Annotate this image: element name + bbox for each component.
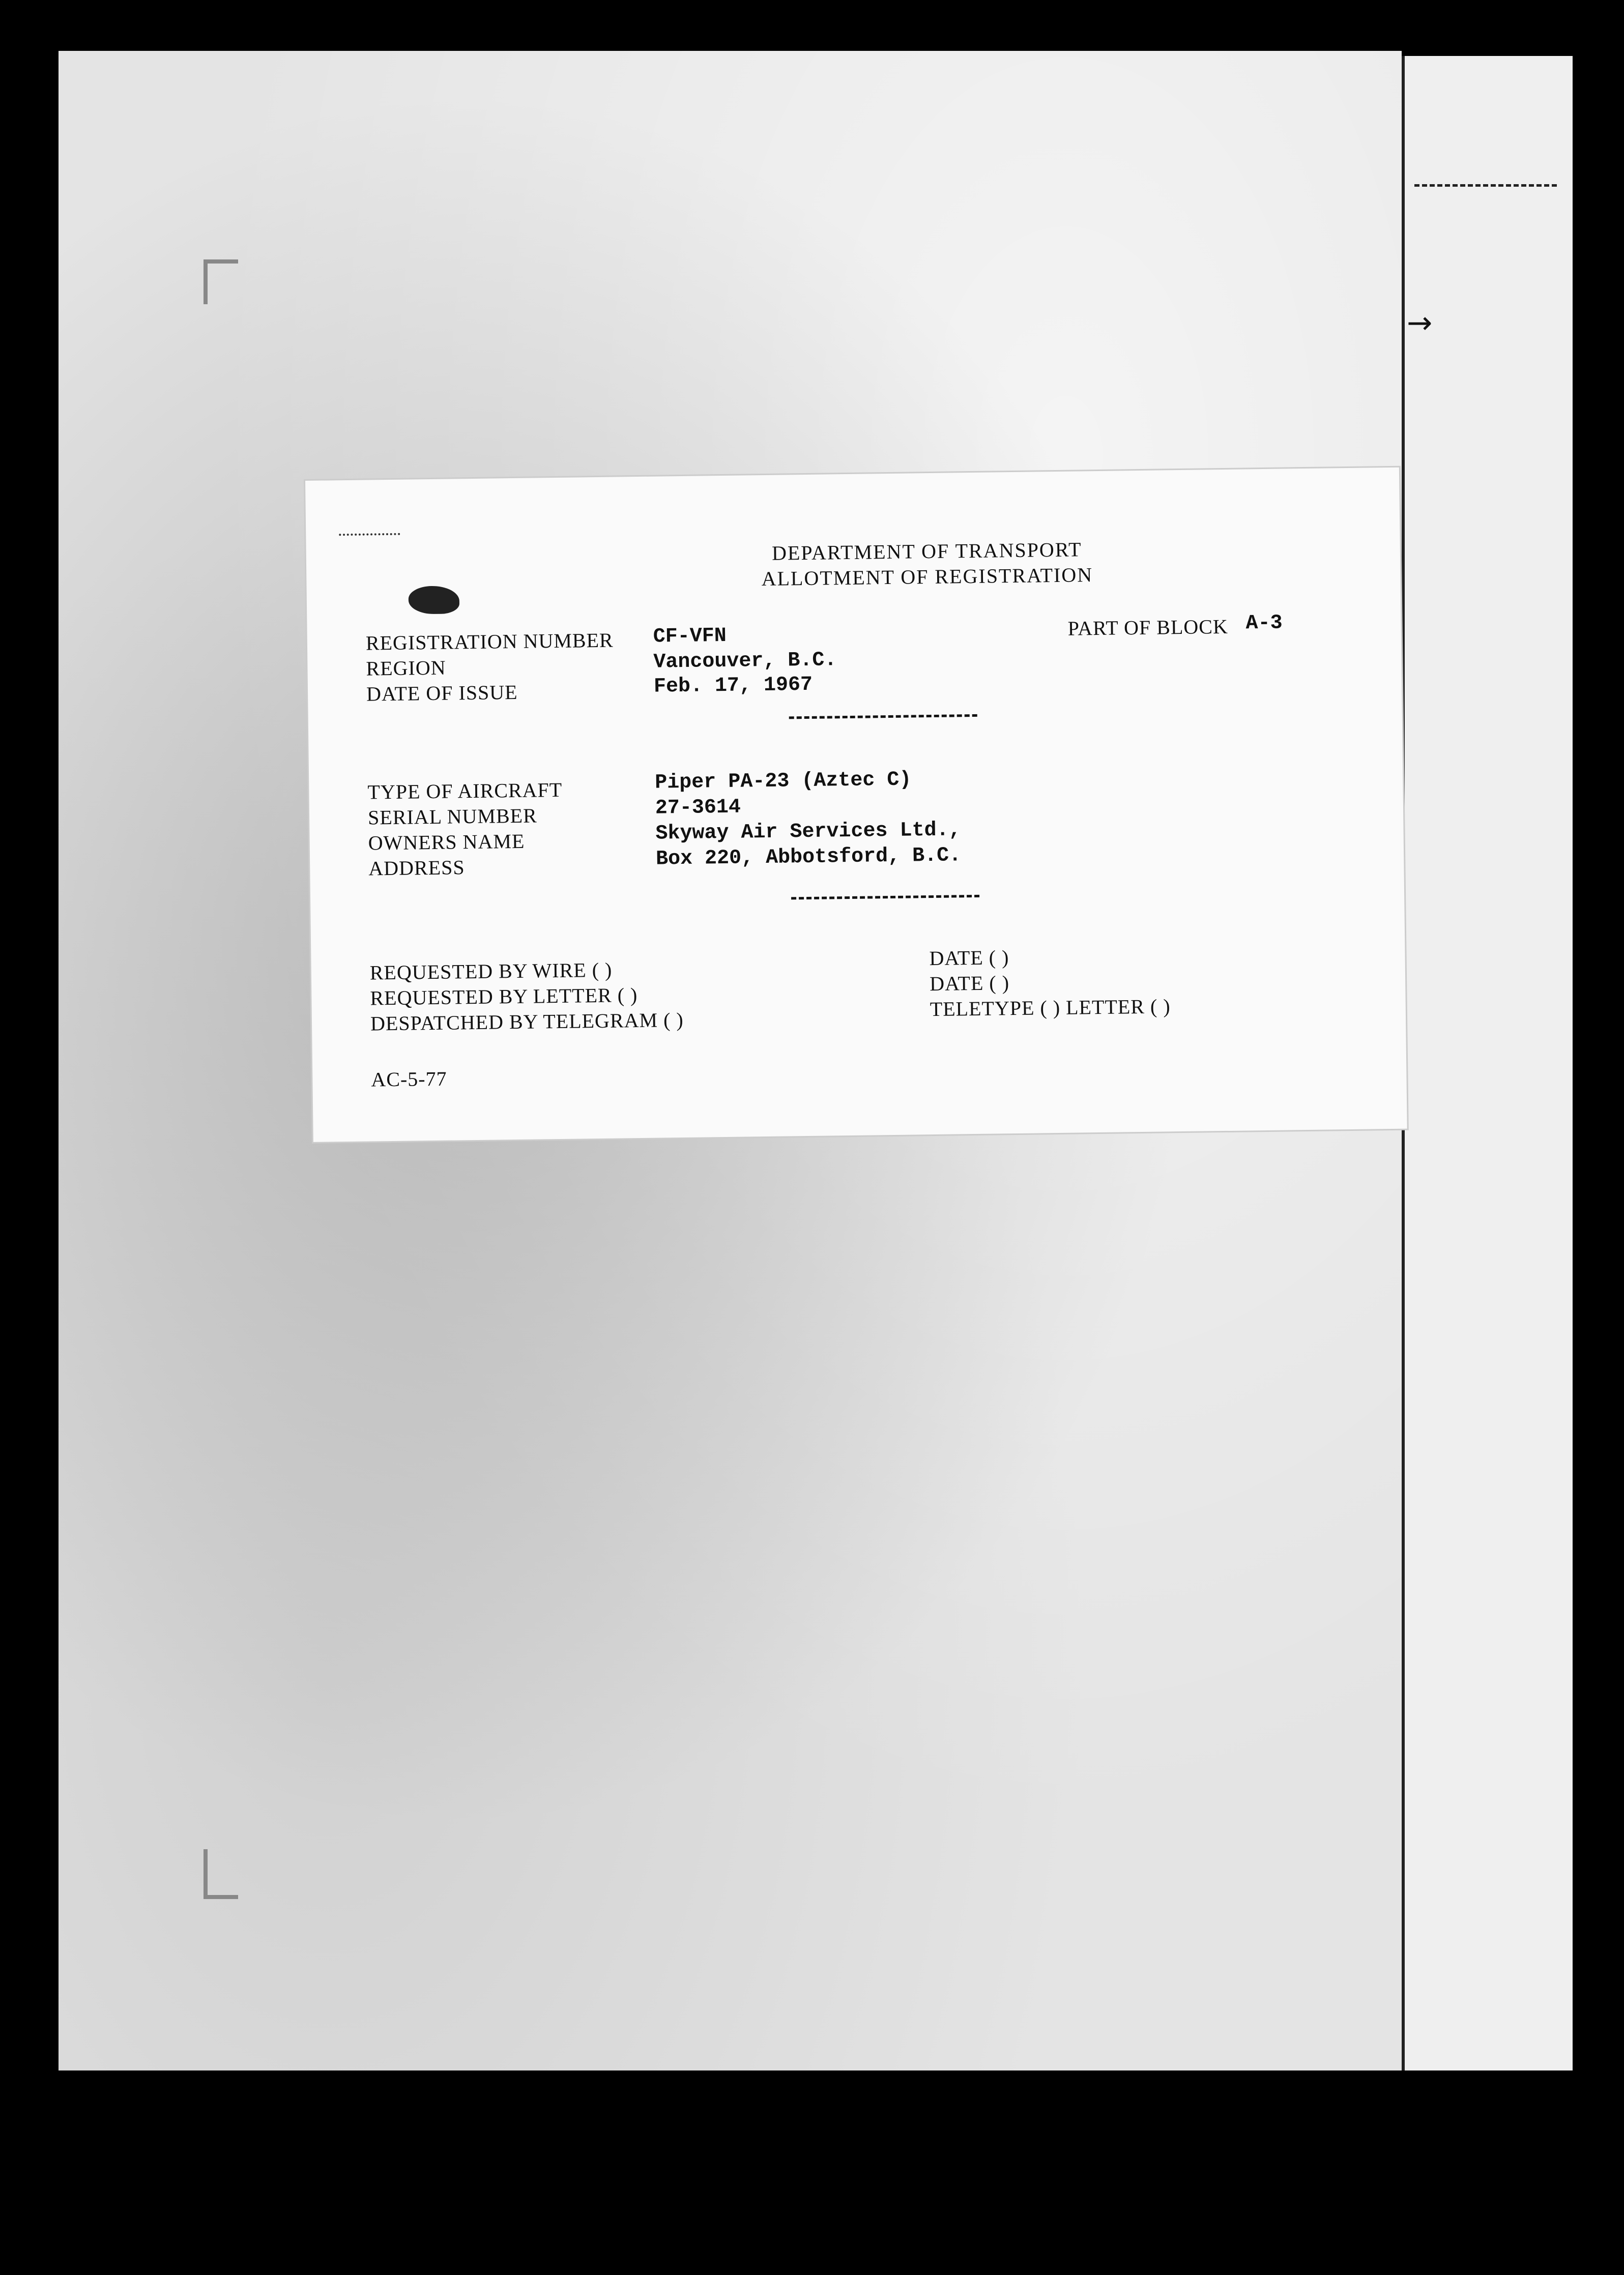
- date-of-issue-label: DATE OF ISSUE: [366, 680, 518, 706]
- date-field-2: DATE ( ): [929, 971, 1010, 996]
- crop-corner-top-icon: [204, 259, 238, 304]
- type-of-aircraft-value: Piper PA-23 (Aztec C): [655, 768, 912, 795]
- requested-by-letter: REQUESTED BY LETTER ( ): [370, 983, 638, 1010]
- date-of-issue-value: Feb. 17, 1967: [653, 673, 813, 698]
- despatched-by-telegram: DESPATCHED BY TELEGRAM ( ): [370, 1008, 684, 1035]
- card-title-department: DEPARTMENT OF TRANSPORT: [771, 538, 1082, 565]
- card-title-allotment: ALLOTMENT OF REGISTRATION: [761, 563, 1093, 591]
- date-field-1: DATE ( ): [929, 946, 1009, 970]
- part-of-block-value: A-3: [1245, 611, 1283, 635]
- region-value: Vancouver, B.C.: [653, 649, 837, 674]
- address-value: Box 220, Abbotsford, B.C.: [655, 844, 962, 871]
- back-sheet-dashed-line: [1414, 184, 1557, 187]
- registration-card: [305, 468, 1407, 1142]
- registration-number-label: REGISTRATION NUMBER: [365, 628, 614, 655]
- crop-corner-bottom-icon: [204, 1849, 238, 1899]
- address-label: ADDRESS: [368, 856, 465, 880]
- owners-name-value: Skyway Air Services Ltd.,: [655, 819, 961, 845]
- pencil-mark: [339, 533, 400, 536]
- requested-by-wire: REQUESTED BY WIRE ( ): [369, 958, 613, 984]
- section-divider-1: [789, 714, 977, 719]
- form-number: AC-5-77: [371, 1067, 447, 1091]
- back-sheet-edge: [1402, 56, 1573, 2070]
- owners-name-label: OWNERS NAME: [368, 829, 525, 855]
- type-of-aircraft-label: TYPE OF AIRCRAFT: [367, 778, 563, 804]
- section-divider-2: [791, 895, 979, 900]
- registration-number-value: CF-VFN: [653, 624, 727, 649]
- arrow-mark-icon: →: [1407, 305, 1433, 341]
- serial-number-value: 27-3614: [655, 796, 741, 820]
- region-label: REGION: [366, 656, 446, 680]
- teletype-letter: TELETYPE ( ) LETTER ( ): [930, 995, 1171, 1021]
- serial-number-label: SERIAL NUMBER: [367, 804, 538, 829]
- part-of-block-label: PART OF BLOCK: [1067, 615, 1229, 640]
